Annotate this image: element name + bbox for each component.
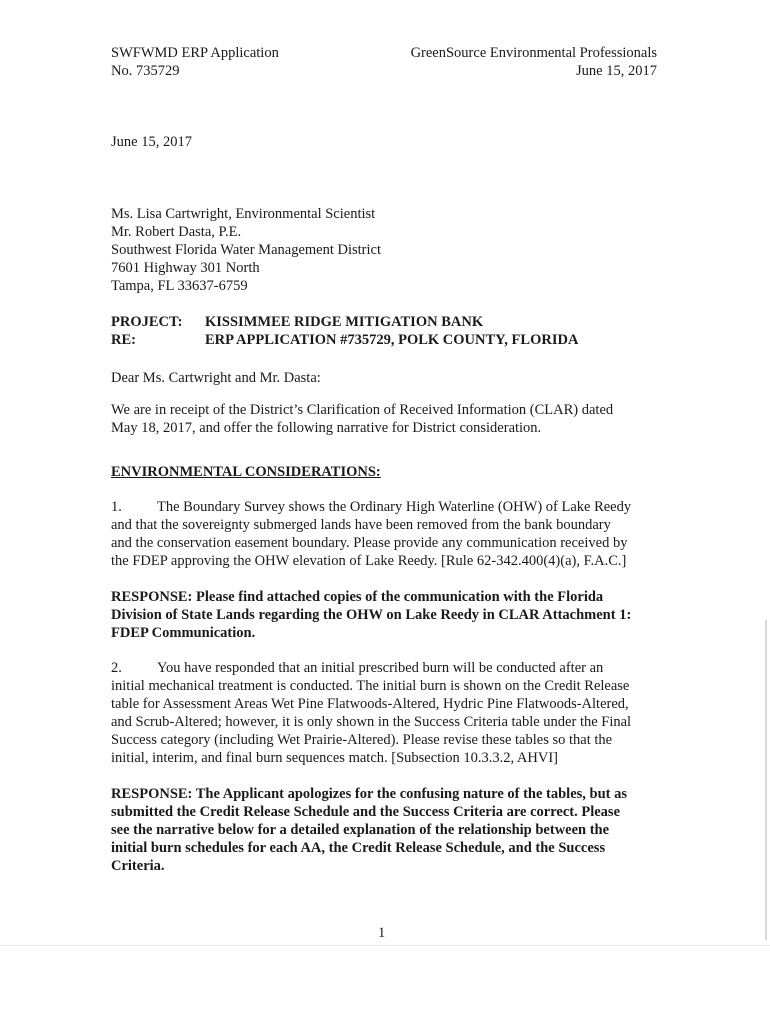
paragraph-line: initial burn schedules for each AA, the Credit Release Schedule, and the Success <box>111 840 606 856</box>
recipient-address <box>111 205 381 295</box>
paragraph-line: the FDEP approving the OHW elevation of Lake Reedy. [Rule 62-342.400(4)(a), F.A.C.] <box>111 553 627 569</box>
intro-paragraph <box>111 401 661 437</box>
paragraph-line: initial, interim, and final burn sequences match. [Subsection 10.3.3.2, AHVI] <box>111 750 558 766</box>
header-right <box>411 44 657 80</box>
scan-edge-shadow <box>765 620 767 940</box>
paragraph-line: Criteria. <box>111 858 165 874</box>
item-number: 1. <box>111 499 122 515</box>
item-1-paragraph <box>111 498 661 570</box>
page-number: 1 <box>378 925 386 941</box>
address-line: Mr. Robert Dasta, P.E. <box>111 224 242 240</box>
page-bottom-divider <box>0 945 770 946</box>
paragraph-line: We are in receipt of the District’s Clarification of Received Information (CLAR) dated <box>111 402 614 418</box>
paragraph-line: FDEP Communication. <box>111 625 256 641</box>
re-value: ERP APPLICATION #735729, POLK COUNTY, FLORIDA <box>205 332 579 348</box>
paragraph-line: and that the sovereignty submerged lands have been removed from the bank boundary <box>111 517 611 533</box>
header-application-number: No. 735729 <box>111 63 180 79</box>
re-label: RE: <box>111 332 136 348</box>
address-line: 7601 Highway 301 North <box>111 260 260 276</box>
header-left <box>111 44 279 80</box>
paragraph-line: and Scrub-Altered; however, it is only shown in the Success Criteria table under the Final <box>111 714 632 730</box>
paragraph-line: table for Assessment Areas Wet Pine Flatwoods-Altered, Hydric Pine Flatwoods-Altered, <box>111 696 629 712</box>
paragraph-line: RESPONSE: Please find attached copies of the communication with the Florida <box>111 589 604 605</box>
paragraph-line: 1. The Boundary Survey shows the Ordinary High Waterline (OHW) of Lake Reedy <box>111 499 632 515</box>
address-line: Ms. Lisa Cartwright, Environmental Scientist <box>111 206 376 222</box>
paragraph-line: 2. You have responded that an initial prescribed burn will be conducted after an <box>111 660 604 676</box>
paragraph-line: see the narrative below for a detailed explanation of the relationship between the <box>111 822 610 838</box>
project-label: PROJECT: <box>111 314 183 330</box>
salutation: Dear Ms. Cartwright and Mr. Dasta: <box>111 370 321 386</box>
address-line: Southwest Florida Water Management District <box>111 242 381 258</box>
project-line <box>111 313 578 331</box>
paragraph-line: and the conservation easement boundary. Please provide any communication received by <box>111 535 628 551</box>
project-value: KISSIMMEE RIDGE MITIGATION BANK <box>205 314 484 330</box>
paragraph-line: initial mechanical treatment is conducted. The initial burn is shown on the Credit Release <box>111 678 630 694</box>
response-1-paragraph <box>111 588 661 642</box>
response-2-paragraph <box>111 785 661 875</box>
address-line: Tampa, FL 33637-6759 <box>111 278 248 294</box>
project-block <box>111 313 578 349</box>
item-number: 2. <box>111 660 122 676</box>
re-line <box>111 331 578 349</box>
paragraph-line: May 18, 2017, and offer the following narrative for District consideration. <box>111 420 542 436</box>
letter-date: June 15, 2017 <box>111 134 192 150</box>
header-company-name: GreenSource Environmental Professionals <box>410 45 657 61</box>
paragraph-line: RESPONSE: The Applicant apologizes for the confusing nature of the tables, but as <box>111 786 628 802</box>
paragraph-line: Division of State Lands regarding the OHW on Lake Reedy in CLAR Attachment 1: <box>111 607 632 623</box>
item-2-paragraph <box>111 659 661 767</box>
header-application-title: SWFWMD ERP Application <box>111 45 279 61</box>
paragraph-line: submitted the Credit Release Schedule and the Success Criteria are correct. Please <box>111 804 621 820</box>
paragraph-line: Success category (including Wet Prairie-Altered). Please revise these tables so that the <box>111 732 613 748</box>
section-heading: ENVIRONMENTAL CONSIDERATIONS: <box>111 464 381 480</box>
header-date: June 15, 2017 <box>576 63 657 79</box>
